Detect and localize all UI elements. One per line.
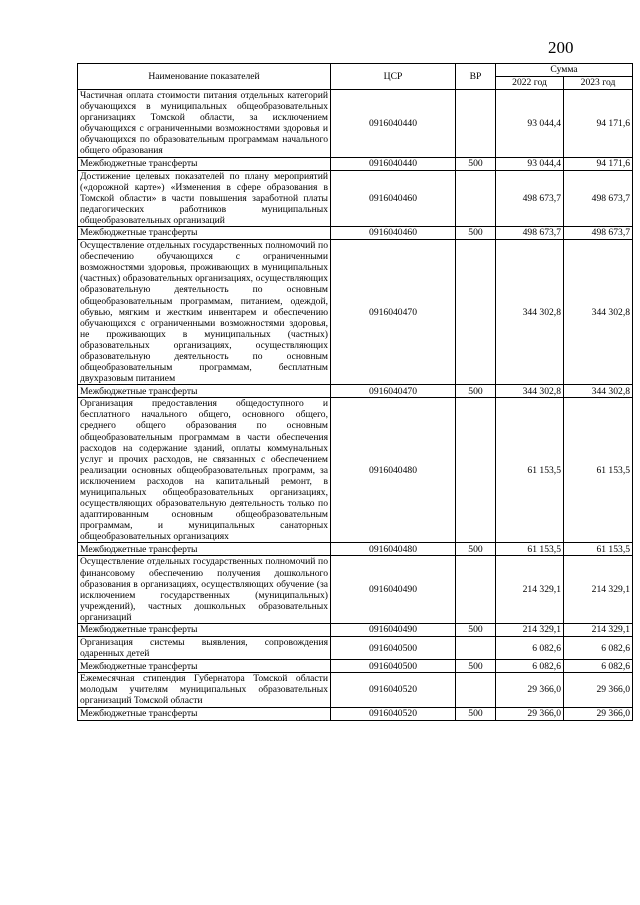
- row-csr-cell: 0916040440: [331, 90, 456, 158]
- header-year-2022: 2022 год: [496, 77, 564, 90]
- row-vr-cell: [456, 673, 496, 707]
- row-sum-2023-cell: 6 082,6: [564, 637, 633, 660]
- row-sum-2023-cell: 61 153,5: [564, 398, 633, 543]
- row-sum-2022-cell: 214 329,1: [496, 624, 564, 637]
- row-vr-cell: 500: [456, 157, 496, 170]
- table-row: [78, 90, 633, 158]
- header-vr: ВР: [456, 64, 496, 90]
- row-sum-2022-cell: 29 366,0: [496, 673, 564, 707]
- row-name-cell: Организация предоставления общедоступного и бесплатного начального общего, основного общего, среднего общего образования по основным общеобразовательным программам в части обеспечения расходов на содержание зданий, оплаты коммунальных услуг и прочих расходов, не связанных с обеспечением реализации основных общеобразовательных программ, за исключением расходов на капитальный ремонт, в муниципальных общеобразовательных организациях, осуществляющих образовательную деятельность только по адаптированным основным общеобразовательным программам, и муниципальных санаторных общеобразовательных организациях: [78, 398, 331, 543]
- row-name-cell: Осуществление отдельных государственных полномочий по финансовому обеспечению получения дошкольного образования в организациях, осуществляющих обучение (за исключением государственных (муниципальных) учреждений), частных дошкольных образовательных организаций: [78, 556, 331, 624]
- page-number: 200: [548, 38, 574, 57]
- row-csr-cell: 0916040500: [331, 660, 456, 673]
- table-row-transfer: [78, 660, 633, 673]
- table-row: [78, 170, 633, 226]
- row-csr-cell: 0916040520: [331, 707, 456, 720]
- table-body: [78, 90, 633, 721]
- row-sum-2023-cell: 344 302,8: [564, 385, 633, 398]
- row-sum-2023-cell: 498 673,7: [564, 227, 633, 240]
- row-name-cell: Межбюджетные трансферты: [78, 385, 331, 398]
- row-csr-cell: 0916040460: [331, 170, 456, 226]
- table-row-transfer: [78, 624, 633, 637]
- row-name-cell: Ежемесячная стипендия Губернатора Томской области молодым учителям муниципальных образовательных организаций Томской области: [78, 673, 331, 707]
- row-sum-2022-cell: 214 329,1: [496, 556, 564, 624]
- row-csr-cell: 0916040520: [331, 673, 456, 707]
- row-name-cell: Межбюджетные трансферты: [78, 157, 331, 170]
- row-name-cell: Межбюджетные трансферты: [78, 227, 331, 240]
- table-row-transfer: [78, 157, 633, 170]
- row-vr-cell: 500: [456, 227, 496, 240]
- table-row: [78, 398, 633, 543]
- budget-table: [77, 63, 633, 721]
- row-vr-cell: [456, 170, 496, 226]
- row-csr-cell: 0916040480: [331, 398, 456, 543]
- row-csr-cell: 0916040440: [331, 157, 456, 170]
- row-vr-cell: 500: [456, 624, 496, 637]
- row-sum-2023-cell: 344 302,8: [564, 240, 633, 385]
- table-row: [78, 556, 633, 624]
- row-sum-2022-cell: 6 082,6: [496, 660, 564, 673]
- row-sum-2022-cell: 498 673,7: [496, 227, 564, 240]
- row-sum-2023-cell: 6 082,6: [564, 660, 633, 673]
- row-name-cell: Межбюджетные трансферты: [78, 660, 331, 673]
- header-name: Наименование показателей: [78, 64, 331, 90]
- row-sum-2022-cell: 6 082,6: [496, 637, 564, 660]
- row-csr-cell: 0916040460: [331, 227, 456, 240]
- table-row: [78, 240, 633, 385]
- row-csr-cell: 0916040490: [331, 624, 456, 637]
- row-sum-2023-cell: 214 329,1: [564, 624, 633, 637]
- row-sum-2022-cell: 29 366,0: [496, 707, 564, 720]
- row-vr-cell: 500: [456, 543, 496, 556]
- row-csr-cell: 0916040470: [331, 385, 456, 398]
- row-vr-cell: [456, 240, 496, 385]
- header-csr: ЦСР: [331, 64, 456, 90]
- row-name-cell: Межбюджетные трансферты: [78, 624, 331, 637]
- row-sum-2023-cell: 214 329,1: [564, 556, 633, 624]
- row-csr-cell: 0916040490: [331, 556, 456, 624]
- row-name-cell: Осуществление отдельных государственных полномочий по обеспечению обучающихся с ограниченными возможностями здоровья, проживающих в муниципальных (частных) образовательных организациях, осуществляющих образовательную деятельность по основным общеобразовательным программам, питанием, одеждой, обувью, мягким и жестким инвентарем и обеспечению обучающихся с ограниченными возможностями здоровья, не проживающих в муниципальных (частных) образовательных организациях, осуществляющих образовательную деятельность по основным общеобразовательным программам, бесплатным двухразовым питанием: [78, 240, 331, 385]
- row-sum-2022-cell: 93 044,4: [496, 90, 564, 158]
- row-sum-2022-cell: 498 673,7: [496, 170, 564, 226]
- row-name-cell: Частичная оплата стоимости питания отдельных категорий обучающихся в муниципальных общеобразовательных организациях Томской области, за исключением обучающихся с ограниченными возможностями здоровья и обучающихся по образовательным программам начального общего образования: [78, 90, 331, 158]
- row-sum-2022-cell: 93 044,4: [496, 157, 564, 170]
- row-sum-2022-cell: 61 153,5: [496, 398, 564, 543]
- row-csr-cell: 0916040470: [331, 240, 456, 385]
- row-sum-2022-cell: 344 302,8: [496, 240, 564, 385]
- row-vr-cell: 500: [456, 707, 496, 720]
- row-name-cell: Организация системы выявления, сопровождения одаренных детей: [78, 637, 331, 660]
- row-vr-cell: 500: [456, 385, 496, 398]
- row-csr-cell: 0916040480: [331, 543, 456, 556]
- table-row-transfer: [78, 385, 633, 398]
- row-sum-2023-cell: 29 366,0: [564, 707, 633, 720]
- row-vr-cell: 500: [456, 660, 496, 673]
- row-name-cell: Достижение целевых показателей по плану мероприятий («дорожной карте») «Изменения в сфере образования в Томской области» в части повышения заработной платы педагогических работников муниципальных общеобразовательных организаций: [78, 170, 331, 226]
- table-header-row: [78, 64, 633, 77]
- row-vr-cell: [456, 556, 496, 624]
- header-year-2023: 2023 год: [564, 77, 633, 90]
- row-sum-2022-cell: 344 302,8: [496, 385, 564, 398]
- row-sum-2023-cell: 498 673,7: [564, 170, 633, 226]
- header-sum: Сумма: [496, 64, 633, 77]
- table-row: [78, 637, 633, 660]
- row-sum-2022-cell: 61 153,5: [496, 543, 564, 556]
- row-vr-cell: [456, 637, 496, 660]
- row-csr-cell: 0916040500: [331, 637, 456, 660]
- row-sum-2023-cell: 94 171,6: [564, 157, 633, 170]
- row-vr-cell: [456, 398, 496, 543]
- table-row-transfer: [78, 227, 633, 240]
- row-sum-2023-cell: 61 153,5: [564, 543, 633, 556]
- row-sum-2023-cell: 29 366,0: [564, 673, 633, 707]
- table-row: [78, 673, 633, 707]
- row-name-cell: Межбюджетные трансферты: [78, 707, 331, 720]
- row-name-cell: Межбюджетные трансферты: [78, 543, 331, 556]
- row-sum-2023-cell: 94 171,6: [564, 90, 633, 158]
- row-vr-cell: [456, 90, 496, 158]
- table-row-transfer: [78, 543, 633, 556]
- table-row-transfer: [78, 707, 633, 720]
